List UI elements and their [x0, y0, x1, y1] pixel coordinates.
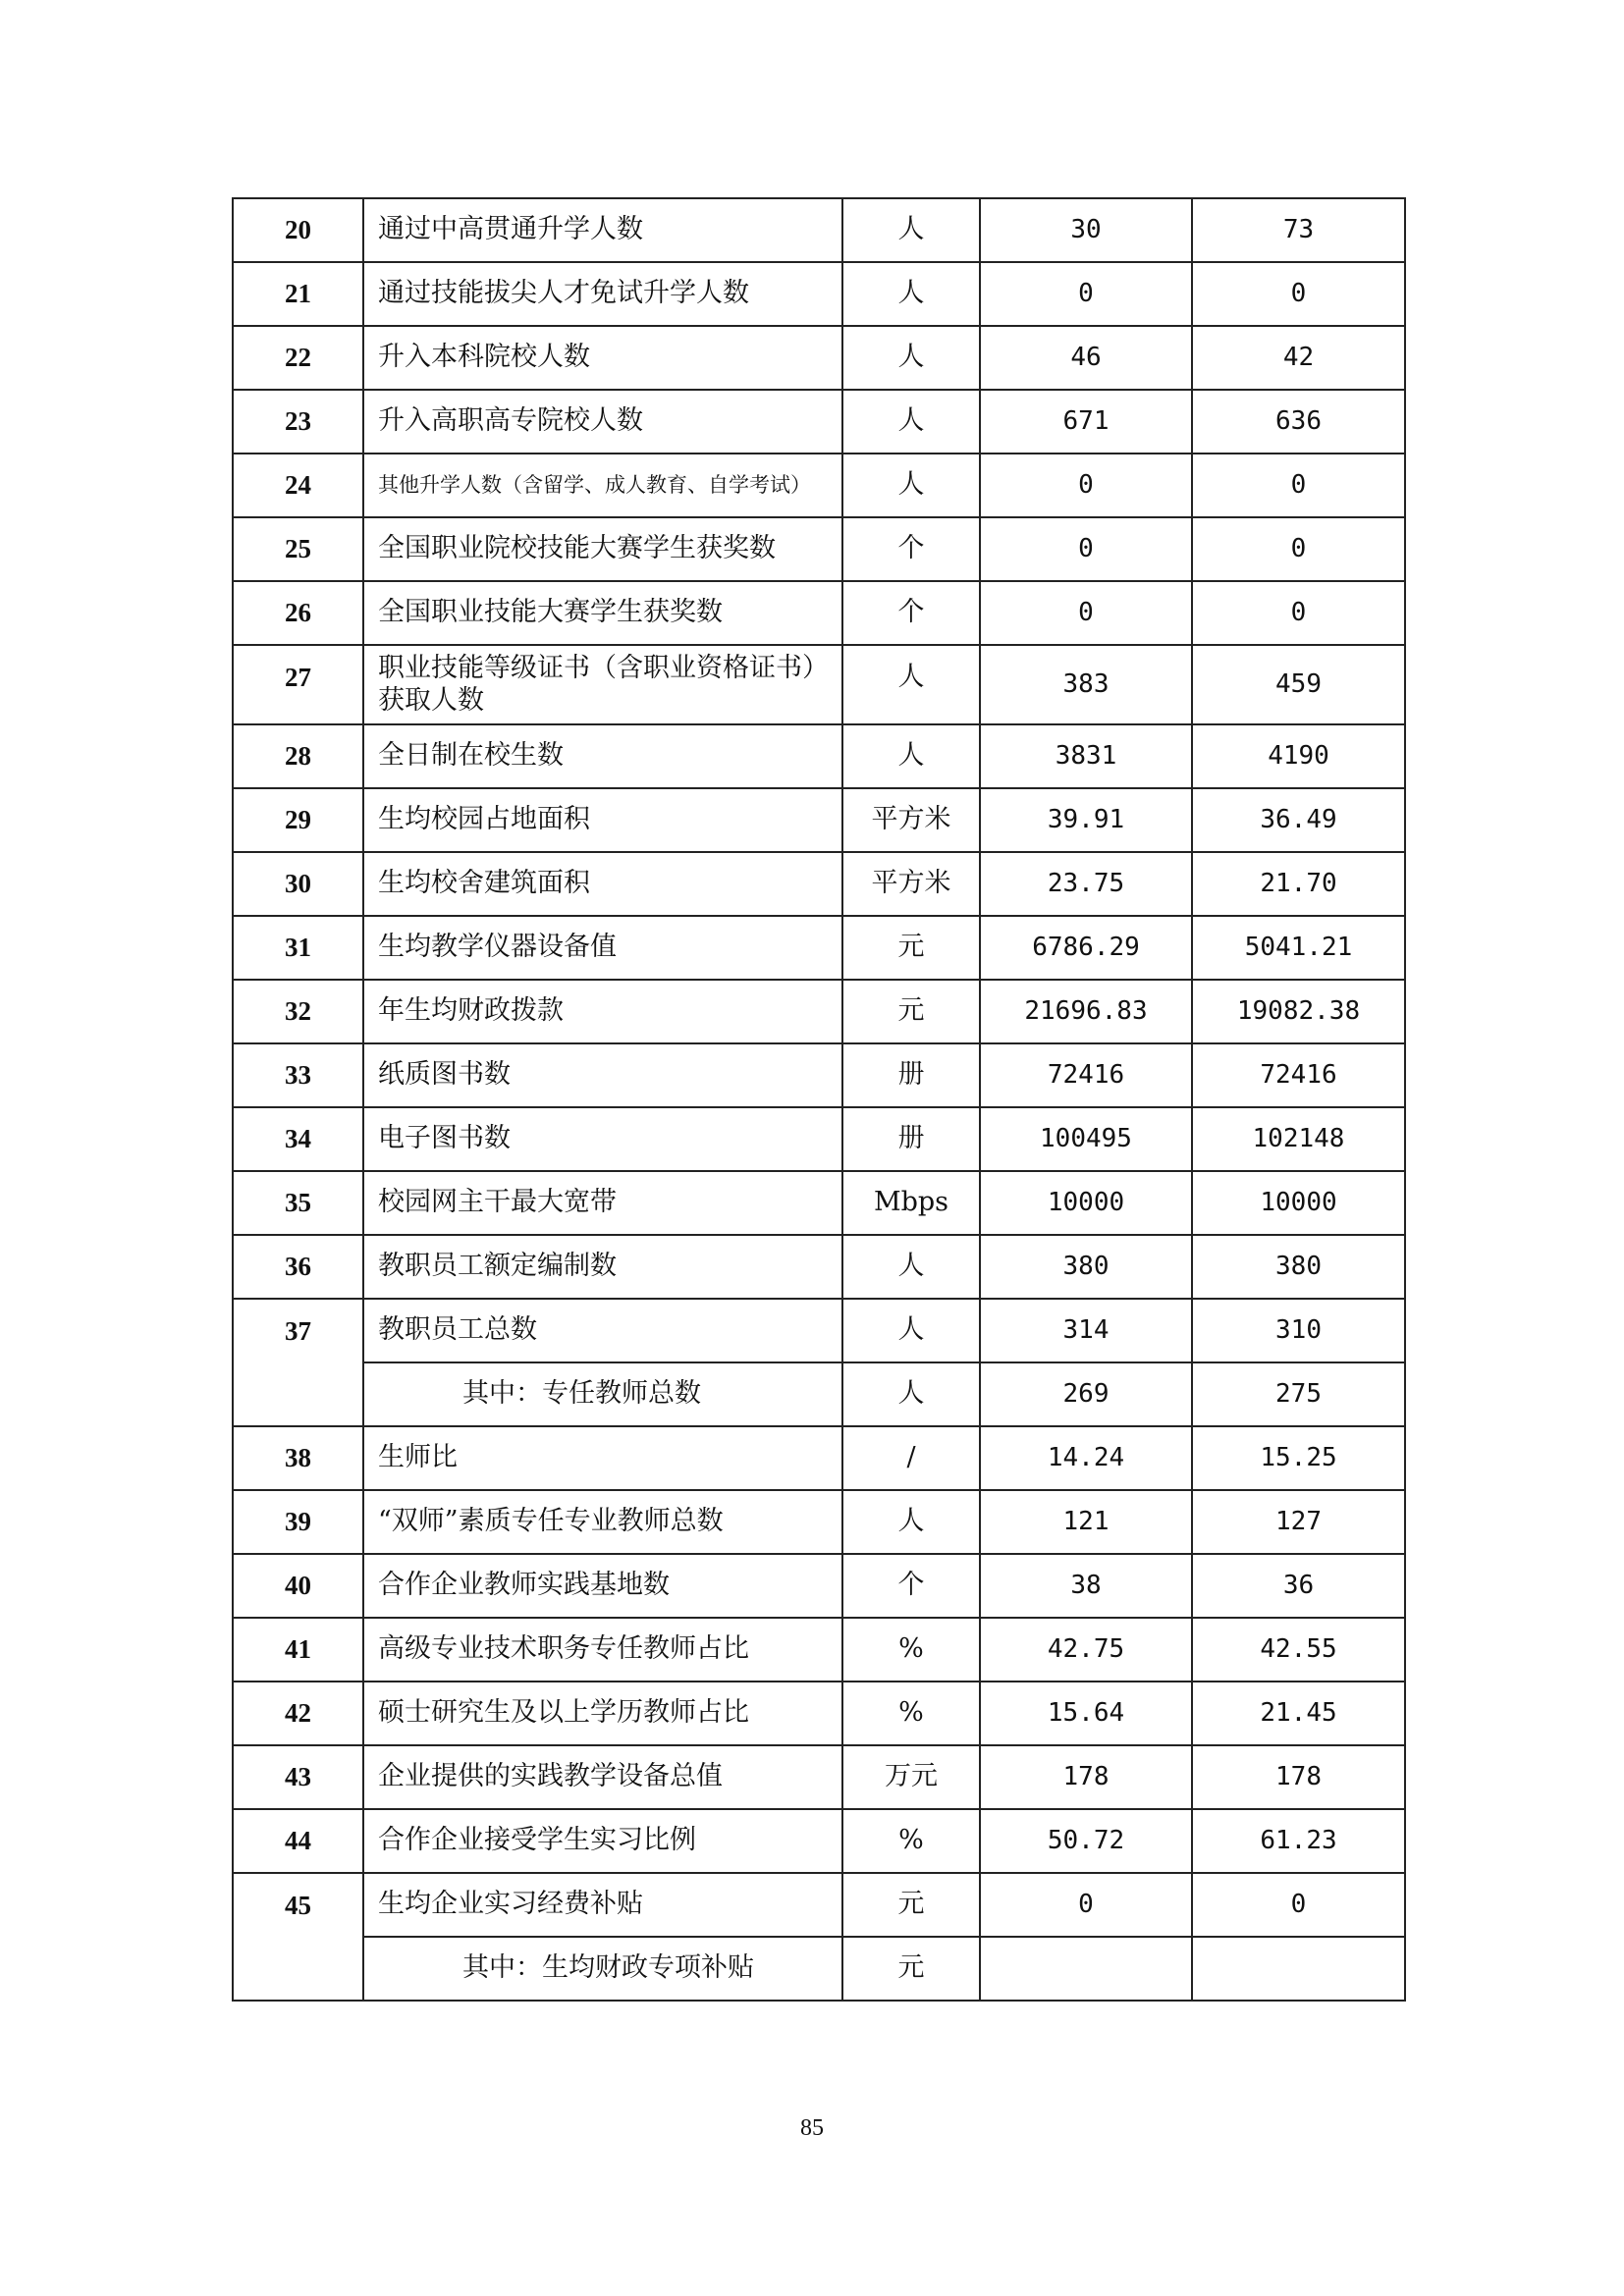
- table-row: [233, 1618, 1405, 1682]
- item-name: 生均教学仪器设备值: [363, 916, 842, 980]
- value-col-1: 0: [980, 454, 1192, 517]
- value-col-1: 30: [980, 198, 1192, 262]
- value-col-1: 0: [980, 517, 1192, 581]
- row-number: 34: [233, 1107, 363, 1171]
- unit-cell: 人: [842, 1490, 980, 1554]
- row-number: 26: [233, 581, 363, 645]
- unit-cell: %: [842, 1618, 980, 1682]
- table-row: [233, 852, 1405, 916]
- unit-cell: 人: [842, 1362, 980, 1426]
- page-number: 85: [800, 2115, 824, 2141]
- value-col-2: [1192, 1937, 1405, 2001]
- value-col-2: 310: [1192, 1299, 1405, 1362]
- row-number: 29: [233, 788, 363, 852]
- value-col-2: 15.25: [1192, 1426, 1405, 1490]
- unit-cell: 平方米: [842, 788, 980, 852]
- unit-cell: 个: [842, 517, 980, 581]
- unit-cell: 册: [842, 1107, 980, 1171]
- value-col-1: 6786.29: [980, 916, 1192, 980]
- unit-cell: 元: [842, 916, 980, 980]
- table-row: [233, 1682, 1405, 1745]
- value-col-2: 0: [1192, 1873, 1405, 1937]
- table-row: [233, 1937, 1405, 2001]
- item-name: [363, 645, 842, 724]
- table-row: [233, 1107, 1405, 1171]
- value-col-1: 72416: [980, 1043, 1192, 1107]
- unit-cell: 册: [842, 1043, 980, 1107]
- value-col-1: 0: [980, 262, 1192, 326]
- table-row: [233, 581, 1405, 645]
- table-row: [233, 788, 1405, 852]
- value-col-2: 73: [1192, 198, 1405, 262]
- unit-cell: 人: [842, 454, 980, 517]
- item-name: 升入本科院校人数: [363, 326, 842, 390]
- unit-cell: /: [842, 1426, 980, 1490]
- item-name: 高级专业技术职务专任教师占比: [363, 1618, 842, 1682]
- unit-cell: %: [842, 1682, 980, 1745]
- unit-cell: 个: [842, 1554, 980, 1618]
- row-number: 21: [233, 262, 363, 326]
- sub-item-name: 其中：专任教师总数: [363, 1362, 842, 1426]
- item-name: 生均校舍建筑面积: [363, 852, 842, 916]
- table-row: [233, 517, 1405, 581]
- value-col-2: 5041.21: [1192, 916, 1405, 980]
- value-col-2: 72416: [1192, 1043, 1405, 1107]
- table-row: [233, 326, 1405, 390]
- row-number: 32: [233, 980, 363, 1043]
- table-row: [233, 454, 1405, 517]
- unit-cell: 人: [842, 262, 980, 326]
- item-name: 通过技能拔尖人才免试升学人数: [363, 262, 842, 326]
- item-name: 合作企业接受学生实习比例: [363, 1809, 842, 1873]
- unit-cell: 万元: [842, 1745, 980, 1809]
- row-number: 24: [233, 454, 363, 517]
- value-col-1: 314: [980, 1299, 1192, 1362]
- value-col-1: 14.24: [980, 1426, 1192, 1490]
- unit-cell: 人: [842, 1235, 980, 1299]
- value-col-2: 102148: [1192, 1107, 1405, 1171]
- value-col-1: 46: [980, 326, 1192, 390]
- value-col-2: 636: [1192, 390, 1405, 454]
- value-col-2: 61.23: [1192, 1809, 1405, 1873]
- table-row: [233, 1745, 1405, 1809]
- value-col-1: 380: [980, 1235, 1192, 1299]
- table-row: [233, 1426, 1405, 1490]
- value-col-1: 178: [980, 1745, 1192, 1809]
- table-row: [233, 262, 1405, 326]
- item-name: 年生均财政拨款: [363, 980, 842, 1043]
- value-col-2: 0: [1192, 581, 1405, 645]
- unit-cell: 人: [842, 724, 980, 788]
- row-number: 31: [233, 916, 363, 980]
- unit-cell: Mbps: [842, 1171, 980, 1235]
- item-name: 纸质图书数: [363, 1043, 842, 1107]
- table-row: [233, 1362, 1405, 1426]
- value-col-2: 0: [1192, 454, 1405, 517]
- item-name: 生师比: [363, 1426, 842, 1490]
- value-col-2: 4190: [1192, 724, 1405, 788]
- row-number: 38: [233, 1426, 363, 1490]
- row-number: 39: [233, 1490, 363, 1554]
- item-name: 全日制在校生数: [363, 724, 842, 788]
- row-number: 45: [233, 1873, 363, 2001]
- row-number: 36: [233, 1235, 363, 1299]
- value-col-1: 10000: [980, 1171, 1192, 1235]
- item-name: “双师”素质专任专业教师总数: [363, 1490, 842, 1554]
- value-col-1: 269: [980, 1362, 1192, 1426]
- table-row: [233, 1299, 1405, 1362]
- value-col-2: 178: [1192, 1745, 1405, 1809]
- item-name: 电子图书数: [363, 1107, 842, 1171]
- row-number: 30: [233, 852, 363, 916]
- value-col-2: 36: [1192, 1554, 1405, 1618]
- table-row: [233, 198, 1405, 262]
- value-col-1: 15.64: [980, 1682, 1192, 1745]
- value-col-1: 671: [980, 390, 1192, 454]
- value-col-2: 127: [1192, 1490, 1405, 1554]
- value-col-1: 39.91: [980, 788, 1192, 852]
- value-col-1: 121: [980, 1490, 1192, 1554]
- unit-cell: 元: [842, 1937, 980, 2001]
- row-number: 35: [233, 1171, 363, 1235]
- value-col-2: 459: [1192, 645, 1405, 724]
- item-name: 升入高职高专院校人数: [363, 390, 842, 454]
- value-col-2: 0: [1192, 517, 1405, 581]
- value-col-2: 42.55: [1192, 1618, 1405, 1682]
- value-col-1: 21696.83: [980, 980, 1192, 1043]
- value-col-2: 10000: [1192, 1171, 1405, 1235]
- row-number: 42: [233, 1682, 363, 1745]
- value-col-2: 42: [1192, 326, 1405, 390]
- item-name: 教职员工总数: [363, 1299, 842, 1362]
- item-name: 全国职业技能大赛学生获奖数: [363, 581, 842, 645]
- table-row: [233, 1171, 1405, 1235]
- value-col-1: 23.75: [980, 852, 1192, 916]
- unit-cell: 平方米: [842, 852, 980, 916]
- value-col-2: 380: [1192, 1235, 1405, 1299]
- table-row: [233, 1490, 1405, 1554]
- table-row: [233, 645, 1405, 724]
- row-number: 37: [233, 1299, 363, 1426]
- unit-cell: 元: [842, 1873, 980, 1937]
- unit-cell: 人: [842, 645, 980, 724]
- unit-cell: 个: [842, 581, 980, 645]
- row-number: 28: [233, 724, 363, 788]
- row-number: 33: [233, 1043, 363, 1107]
- unit-cell: 人: [842, 198, 980, 262]
- item-name: 生均校园占地面积: [363, 788, 842, 852]
- item-name: 合作企业教师实践基地数: [363, 1554, 842, 1618]
- table-row: [233, 1873, 1405, 1937]
- table-row: [233, 916, 1405, 980]
- statistics-table: [232, 197, 1406, 2002]
- value-col-2: 0: [1192, 262, 1405, 326]
- item-name: 其他升学人数（含留学、成人教育、自学考试）: [363, 454, 842, 517]
- row-number: 20: [233, 198, 363, 262]
- table-row: [233, 1554, 1405, 1618]
- unit-cell: 元: [842, 980, 980, 1043]
- table-row: [233, 390, 1405, 454]
- value-col-1: 0: [980, 1873, 1192, 1937]
- table-row: [233, 1235, 1405, 1299]
- row-number: 27: [233, 645, 363, 724]
- value-col-1: 3831: [980, 724, 1192, 788]
- table-row: [233, 1809, 1405, 1873]
- value-col-1: 42.75: [980, 1618, 1192, 1682]
- item-name: 企业提供的实践教学设备总值: [363, 1745, 842, 1809]
- unit-cell: 人: [842, 326, 980, 390]
- unit-cell: 人: [842, 1299, 980, 1362]
- unit-cell: %: [842, 1809, 980, 1873]
- value-col-2: 36.49: [1192, 788, 1405, 852]
- item-name: 校园网主干最大宽带: [363, 1171, 842, 1235]
- value-col-2: 275: [1192, 1362, 1405, 1426]
- value-col-1: 383: [980, 645, 1192, 724]
- row-number: 43: [233, 1745, 363, 1809]
- item-name-line2: 获取人数: [378, 684, 484, 716]
- row-number: 23: [233, 390, 363, 454]
- unit-cell: 人: [842, 390, 980, 454]
- sub-item-name: 其中：生均财政专项补贴: [363, 1937, 842, 2001]
- table-row: [233, 980, 1405, 1043]
- value-col-1: 50.72: [980, 1809, 1192, 1873]
- value-col-1: [980, 1937, 1192, 2001]
- table-row: [233, 1043, 1405, 1107]
- value-col-1: 38: [980, 1554, 1192, 1618]
- item-name: 硕士研究生及以上学历教师占比: [363, 1682, 842, 1745]
- value-col-2: 21.45: [1192, 1682, 1405, 1745]
- row-number: 25: [233, 517, 363, 581]
- row-number: 44: [233, 1809, 363, 1873]
- item-name: 生均企业实习经费补贴: [363, 1873, 842, 1937]
- table-row: [233, 724, 1405, 788]
- item-name: 全国职业院校技能大赛学生获奖数: [363, 517, 842, 581]
- row-number: 41: [233, 1618, 363, 1682]
- value-col-2: 19082.38: [1192, 980, 1405, 1043]
- item-name: 通过中高贯通升学人数: [363, 198, 842, 262]
- row-number: 22: [233, 326, 363, 390]
- row-number: 40: [233, 1554, 363, 1618]
- item-name: 教职员工额定编制数: [363, 1235, 842, 1299]
- value-col-1: 0: [980, 581, 1192, 645]
- value-col-1: 100495: [980, 1107, 1192, 1171]
- value-col-2: 21.70: [1192, 852, 1405, 916]
- item-name-line1: 职业技能等级证书（含职业资格证书）: [378, 653, 829, 684]
